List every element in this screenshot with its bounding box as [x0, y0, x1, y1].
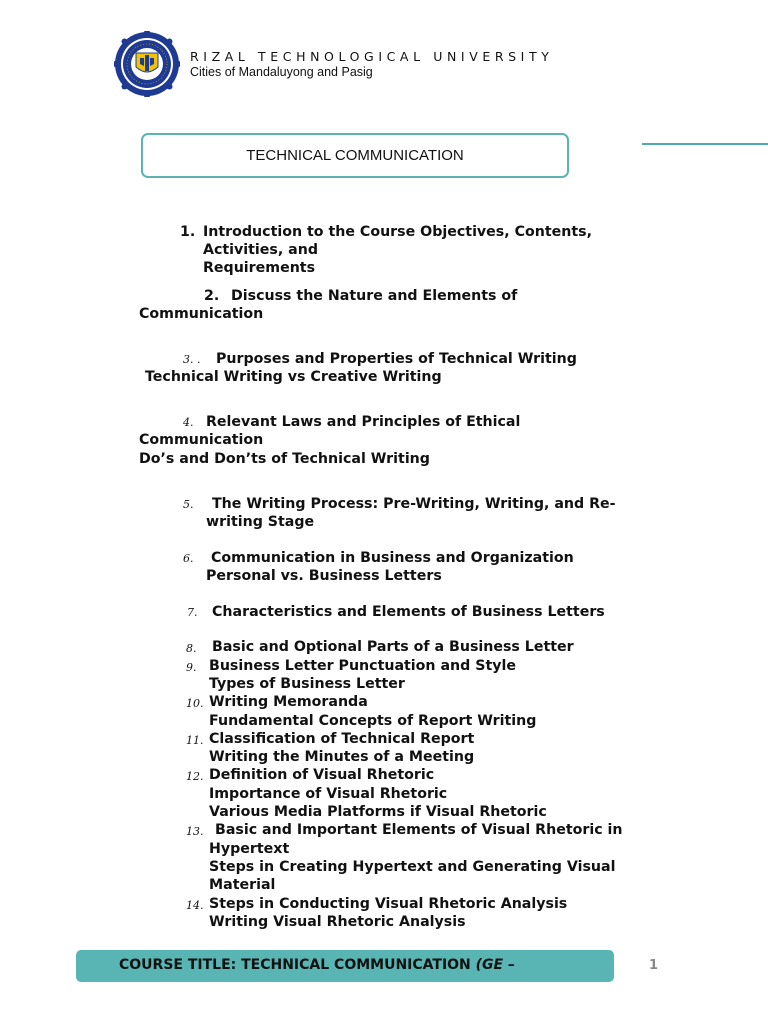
topic-number: 5.	[183, 498, 194, 511]
topic-line: Writing the Minutes of a Meeting	[209, 749, 475, 765]
topic-line: Activities, and	[203, 242, 319, 258]
topic-number: 14.	[186, 899, 204, 912]
topic-number: 13.	[186, 825, 204, 838]
topic-number: 2.	[204, 288, 220, 304]
footer-course-code: (GE –	[475, 957, 515, 973]
topic-number: 12.	[186, 770, 204, 783]
topic-line: Discuss the Nature and Elements of	[231, 288, 518, 304]
topic-number: 1.	[180, 224, 196, 240]
topic-line: Personal vs. Business Letters	[206, 568, 442, 584]
topic-line: Relevant Laws and Principles of Ethical	[206, 414, 521, 430]
university-name: RIZAL TECHNOLOGICAL UNIVERSITY	[190, 49, 554, 64]
topic-number: 3. .	[183, 353, 201, 366]
course-title: TECHNICAL COMMUNICATION	[246, 147, 464, 164]
topic-line: Writing Memoranda	[209, 694, 368, 710]
university-seal	[114, 31, 180, 97]
topic-number: 9.	[186, 661, 197, 674]
topic-number: 4.	[183, 416, 194, 429]
course-title-box	[141, 133, 569, 178]
topic-line: Importance of Visual Rhetoric	[209, 786, 448, 802]
topic-line: Technical Writing vs Creative Writing	[145, 369, 442, 385]
topic-number: 6.	[183, 552, 194, 565]
topic-line: writing Stage	[206, 514, 315, 530]
topic-line: Writing Visual Rhetoric Analysis	[209, 914, 466, 930]
page-number: 1	[649, 958, 659, 973]
topic-line: Business Letter Punctuation and Style	[209, 658, 516, 674]
topic-line: Basic and Optional Parts of a Business Letter	[212, 639, 574, 655]
topic-line: Steps in Conducting Visual Rhetoric Analysis	[209, 896, 568, 912]
topic-number: 7.	[187, 606, 198, 619]
topic-line: Types of Business Letter	[209, 676, 405, 692]
topic-number: 8.	[186, 642, 197, 655]
footer-course-title	[119, 957, 515, 973]
topic-line: Hypertext	[209, 841, 290, 857]
topic-line: The Writing Process: Pre-Writing, Writing, and Re-	[212, 496, 616, 512]
footer-label: COURSE TITLE: TECHNICAL COMMUNICATION	[119, 957, 476, 973]
topic-line: Introduction to the Course Objectives, Contents,	[203, 224, 592, 240]
topic-number: 11.	[186, 734, 204, 747]
topic-line: Various Media Platforms if Visual Rhetoric	[209, 804, 547, 820]
decorative-line	[642, 143, 768, 145]
footer-bar	[76, 950, 614, 982]
topic-line: Fundamental Concepts of Report Writing	[209, 713, 537, 729]
topic-line: Basic and Important Elements of Visual Rhetoric in	[215, 822, 623, 838]
topic-line: Communication in Business and Organization	[211, 550, 574, 566]
topic-line: Classification of Technical Report	[209, 731, 475, 747]
topic-line: Definition of Visual Rhetoric	[209, 767, 435, 783]
topic-line: Steps in Creating Hypertext and Generating Visual	[209, 859, 616, 875]
topic-line: Material	[209, 877, 276, 893]
topic-line: Do’s and Don’ts of Technical Writing	[139, 451, 430, 467]
topic-line: Purposes and Properties of Technical Writing	[216, 351, 577, 367]
topic-line: Characteristics and Elements of Business Letters	[212, 604, 605, 620]
topic-line: Communication	[139, 306, 264, 322]
topic-number: 10.	[186, 697, 204, 710]
university-location: Cities of Mandaluyong and Pasig	[190, 65, 373, 79]
topic-line: Communication	[139, 432, 264, 448]
topic-line: Requirements	[203, 260, 316, 276]
